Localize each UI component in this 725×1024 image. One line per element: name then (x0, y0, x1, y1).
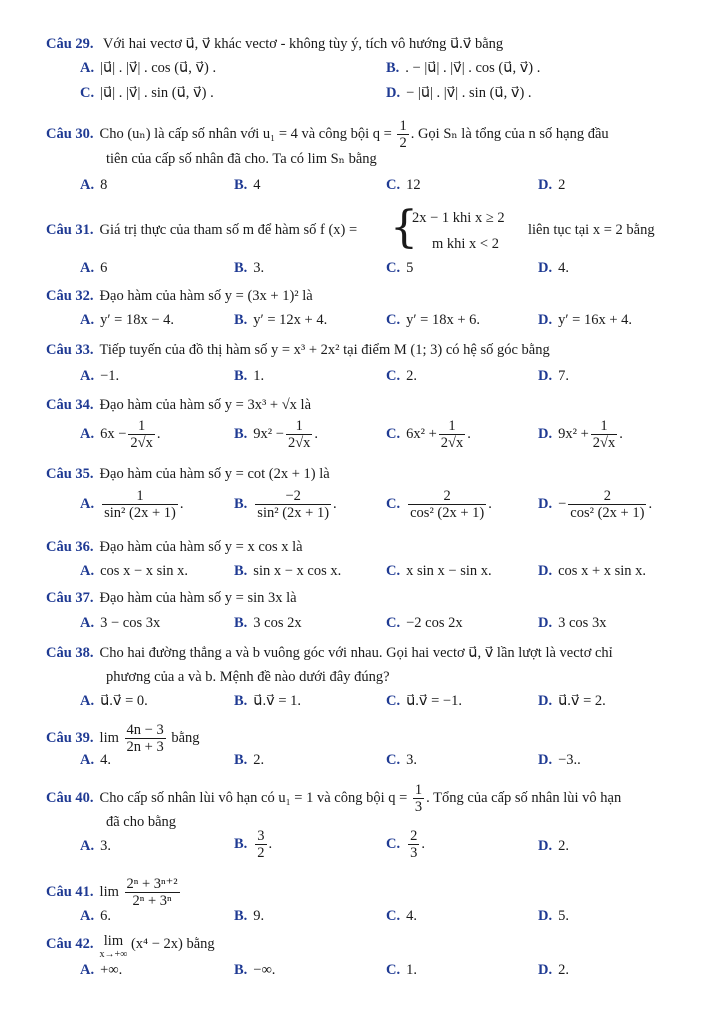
option-b[interactable]: B. 1. (234, 368, 265, 384)
question-number: Câu 29. (46, 36, 94, 52)
option-d[interactable]: D. 9x² + $\frac{1}{2√x}$ . (538, 418, 623, 451)
question-32: Câu 32. Đạo hàm của hàm số y = (3x + 1)² là (46, 288, 313, 304)
question-30: Câu 30. Cho (uₙ) là cấp số nhân với u₁ = 4 và công bội q = $\frac{1}{2}$ . Gọi Sₙ là tổng của n số hạng đầu (46, 118, 609, 151)
option-d[interactable]: D. −3.. (538, 752, 581, 768)
piecewise-case-2: m khi x < 2 (432, 236, 499, 252)
option-a[interactable]: A. +∞. (80, 962, 123, 978)
option-b[interactable]: B. $\frac{-2}{\text{sin² (2x + 1)}}$ . (234, 488, 337, 521)
option-b[interactable]: B. 4 (234, 177, 261, 193)
question-stem: Với hai vectơ u⃗, v⃗ khác vectơ - không tùy ý, tích vô hướng u⃗.v⃗ bằng (102, 36, 504, 52)
question-31: Câu 31. Giá trị thực của tham số m để hàm số f (x) = (46, 222, 358, 238)
option-c[interactable]: C. y′ = 18x + 6. (386, 312, 481, 328)
question-38: Câu 38. Cho hai đường thẳng a và b vuông góc với nhau. Gọi hai vectơ u⃗, v⃗ lần lượt là vectơ chỉ (46, 645, 613, 661)
option-a[interactable]: A. u⃗.v⃗ = 0. (80, 693, 148, 709)
option-d[interactable]: D. u⃗.v⃗ = 2. (538, 693, 606, 709)
option-c[interactable]: C. $\frac{2}{\text{cos² (2x + 1)}}$ . (386, 488, 492, 521)
question-stem-tail: liên tục tại x = 2 bằng (528, 222, 655, 238)
option-a[interactable]: A. 3 − cos 3x (80, 615, 161, 631)
option-d[interactable]: D. − |u⃗| . |v⃗| . sin (u⃗, v⃗) . (386, 85, 532, 101)
piecewise-brace: { (390, 202, 418, 253)
option-b[interactable]: B. sin x − x cos x. (234, 563, 342, 579)
question-40: Câu 40. Cho cấp số nhân lùi vô hạn có u₁ = 1 và công bội q = $\frac{1}{3}$ . Tổng của cấp số nhân lùi vô hạn (46, 782, 622, 815)
option-a[interactable]: A. 6x − $\frac{1}{2√x}$ . (80, 418, 161, 451)
question-33: Câu 33. Tiếp tuyến của đồ thị hàm số y = x³ + 2x² tại điểm M (1; 3) có hệ số góc bằng (46, 342, 550, 358)
option-b[interactable]: B. y′ = 12x + 4. (234, 312, 328, 328)
option-a[interactable]: A. 3. (80, 838, 111, 854)
option-b[interactable]: B. −∞. (234, 962, 276, 978)
option-c[interactable]: C. x sin x − sin x. (386, 563, 492, 579)
option-d[interactable]: D. 2. (538, 962, 569, 978)
option-c[interactable]: C. 12 (386, 177, 421, 193)
option-d[interactable]: D. 2. (538, 838, 569, 854)
option-c[interactable]: C. 3. (386, 752, 417, 768)
question-39: Câu 39. lim $\frac{4n - 3}{2n + 3}$ bằng (46, 722, 200, 755)
option-d[interactable]: D. y′ = 16x + 4. (538, 312, 633, 328)
question-42: Câu 42. lim x→+∞ (x⁴ − 2x) bằng (46, 933, 215, 960)
question-stem-continued: phương của a và b. Mệnh đề nào dưới đây đúng? (106, 669, 390, 685)
option-a[interactable]: A. 6. (80, 908, 111, 924)
option-a[interactable]: A. 8 (80, 177, 108, 193)
option-c[interactable]: C. 1. (386, 962, 417, 978)
question-34: Câu 34. Đạo hàm của hàm số y = 3x³ + √x là (46, 397, 312, 413)
option-b[interactable]: B. . − |u⃗| . |v⃗| . cos (u⃗, v⃗) . (386, 60, 541, 76)
question-29 (46, 34, 674, 54)
option-d[interactable]: D. 4. (538, 260, 569, 276)
question-stem-continued: đã cho bằng (106, 814, 177, 830)
option-a[interactable]: A. |u⃗| . |v⃗| . cos (u⃗, v⃗) . (80, 60, 217, 76)
option-b[interactable]: B. 9x² − $\frac{1}{2√x}$ . (234, 418, 319, 451)
option-b[interactable]: B. u⃗.v⃗ = 1. (234, 693, 301, 709)
option-c[interactable]: C. 2. (386, 368, 417, 384)
option-c[interactable]: C. |u⃗| . |v⃗| . sin (u⃗, v⃗) . (80, 85, 214, 101)
option-c[interactable]: C. $\frac{2}{3}$ . (386, 828, 425, 861)
option-d[interactable]: D. − $\frac{2}{\text{cos² (2x + 1)}}$ . (538, 488, 653, 521)
option-d[interactable]: D. 7. (538, 368, 569, 384)
option-a[interactable]: A. 4. (80, 752, 111, 768)
option-a[interactable]: A. $\frac{1}{\text{sin² (2x + 1)}}$ . (80, 488, 184, 521)
option-c[interactable]: C. −2 cos 2x (386, 615, 463, 631)
question-36: Câu 36. Đạo hàm của hàm số y = x cos x là (46, 539, 303, 555)
question-41: Câu 41. lim $\frac{\text{2ⁿ + 3ⁿ⁺²}}{\text{2ⁿ + 3ⁿ}}$ (46, 876, 178, 909)
option-c[interactable]: C. u⃗.v⃗ = −1. (386, 693, 462, 709)
fraction: $\frac{1}{2}$ (399, 118, 407, 151)
option-b[interactable]: B. 2. (234, 752, 265, 768)
question-35: Câu 35. Đạo hàm của hàm số y = cot (2x + 1) là (46, 466, 330, 482)
option-c[interactable]: C. 4. (386, 908, 417, 924)
option-d[interactable]: D. cos x + x sin x. (538, 563, 647, 579)
option-d[interactable]: D. 2 (538, 177, 566, 193)
option-d[interactable]: D. 3 cos 3x (538, 615, 607, 631)
option-b[interactable]: B. 9. (234, 908, 265, 924)
option-a[interactable]: A. y′ = 18x − 4. (80, 312, 175, 328)
question-stem-continued: tiên của cấp số nhân đã cho. Ta có lim Sₙ bằng (106, 151, 377, 167)
option-b[interactable]: B. 3. (234, 260, 265, 276)
option-a[interactable]: A. 6 (80, 260, 108, 276)
option-d[interactable]: D. 5. (538, 908, 569, 924)
option-b[interactable]: B. $\frac{3}{2}$ . (234, 828, 273, 861)
option-b[interactable]: B. 3 cos 2x (234, 615, 302, 631)
option-a[interactable]: A. −1. (80, 368, 120, 384)
option-c[interactable]: C. 6x² + $\frac{1}{2√x}$ . (386, 418, 471, 451)
piecewise-case-1: 2x − 1 khi x ≥ 2 (412, 210, 505, 226)
option-c[interactable]: C. 5 (386, 260, 414, 276)
option-a[interactable]: A. cos x − x sin x. (80, 563, 189, 579)
question-37: Câu 37. Đạo hàm của hàm số y = sin 3x là (46, 590, 297, 606)
